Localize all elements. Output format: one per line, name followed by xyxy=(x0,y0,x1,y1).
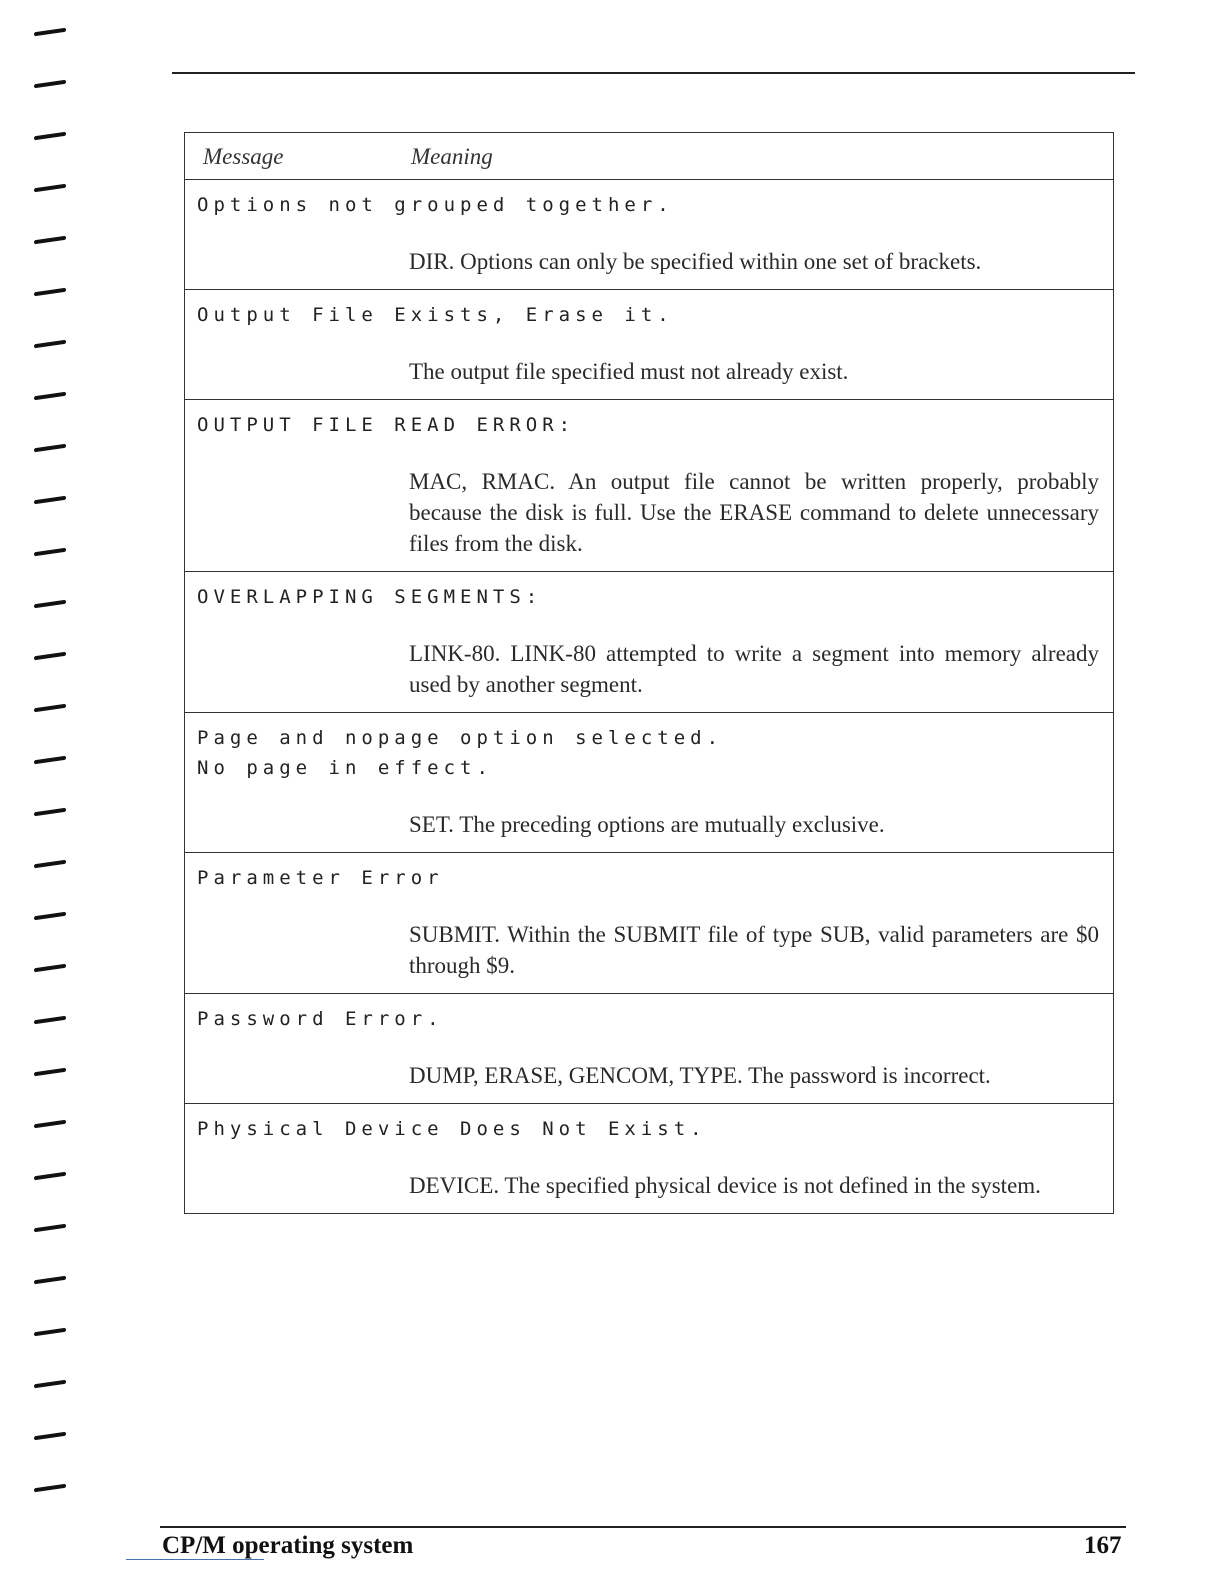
row-meaning: SET. The preceding options are mutually exclusive. xyxy=(409,812,885,837)
table-row xyxy=(185,290,1113,400)
row-message: Page and nopage option selected. No page in effect. xyxy=(197,727,724,779)
row-message: OVERLAPPING SEGMENTS: xyxy=(197,586,543,608)
row-meaning: LINK-80. LINK-80 attempted to write a segment into memory already used by another segment. xyxy=(409,641,1099,697)
table-row xyxy=(185,400,1113,572)
row-meaning: DUMP, ERASE, GENCOM, TYPE. The password is incorrect. xyxy=(409,1063,991,1088)
row-message: Password Error. xyxy=(197,1008,444,1030)
binding-marks xyxy=(34,20,74,1500)
row-message: Options not grouped together. xyxy=(197,194,674,216)
message-table xyxy=(184,132,1114,1214)
footer-underline xyxy=(126,1559,264,1560)
table-row xyxy=(185,713,1113,853)
row-message: OUTPUT FILE READ ERROR: xyxy=(197,414,576,436)
table-row xyxy=(185,1104,1113,1213)
row-message: Physical Device Does Not Exist. xyxy=(197,1118,707,1140)
row-meaning: DEVICE. The specified physical device is not defined in the system. xyxy=(409,1173,1041,1198)
table-row xyxy=(185,994,1113,1104)
row-meaning: The output file specified must not already exist. xyxy=(409,359,849,384)
page-number: 167 xyxy=(1084,1532,1122,1559)
row-meaning: SUBMIT. Within the SUBMIT file of type SUB, valid parameters are $0 through $9. xyxy=(409,922,1099,978)
table-row xyxy=(185,180,1113,290)
footer-title: CP/M operating system xyxy=(162,1532,414,1559)
table-header xyxy=(185,133,1113,180)
header-message: Message xyxy=(203,144,284,169)
row-meaning: DIR. Options can only be specified within one set of brackets. xyxy=(409,249,982,274)
table-row xyxy=(185,572,1113,713)
table-row xyxy=(185,853,1113,994)
row-message: Parameter Error xyxy=(197,867,444,889)
row-message: Output File Exists, Erase it. xyxy=(197,304,674,326)
bottom-rule xyxy=(160,1526,1126,1528)
header-meaning: Meaning xyxy=(411,144,493,169)
row-meaning: MAC, RMAC. An output file cannot be written properly, probably because the disk is full. Use the ERASE command to delete unnecessary files from the disk. xyxy=(409,469,1099,556)
top-rule xyxy=(172,72,1135,74)
